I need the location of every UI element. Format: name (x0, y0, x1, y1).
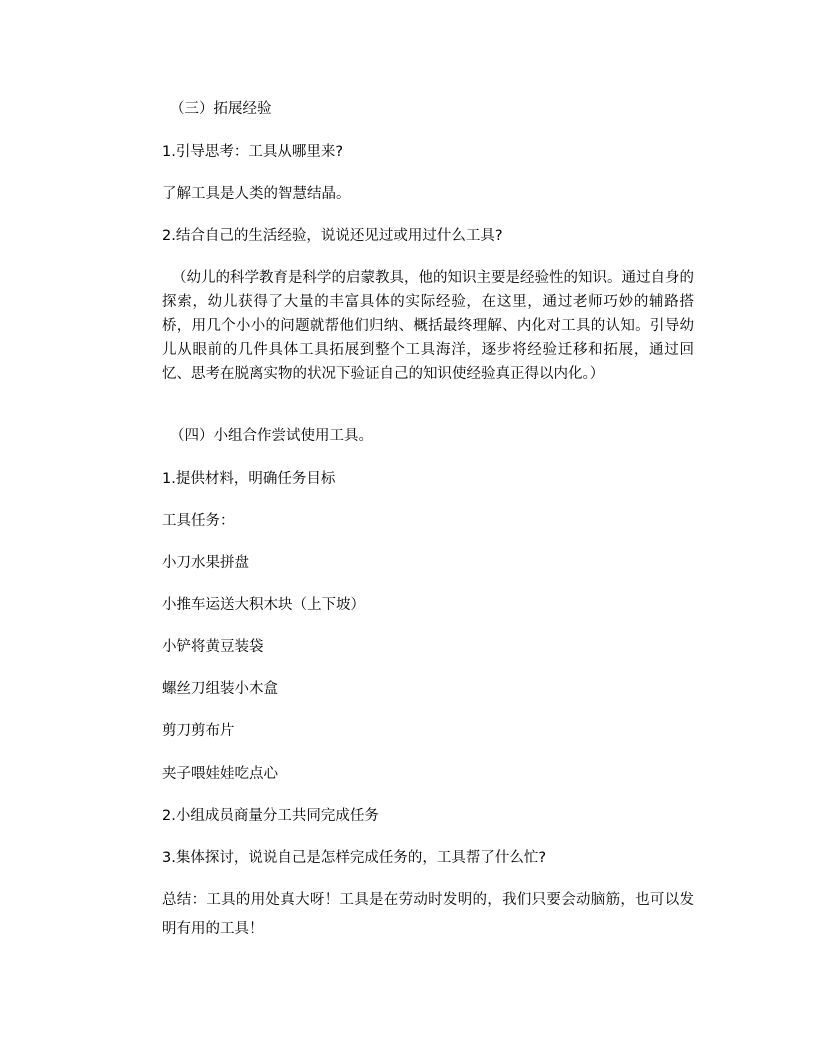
task-item: 小铲将黄豆装袋 (162, 639, 264, 655)
step-provide-materials: 1.提供材料，明确任务目标 (162, 471, 336, 487)
task-item: 小刀水果拼盘 (162, 555, 249, 571)
task-item: 剪刀剪布片 (162, 723, 235, 739)
step-group-discussion: 3.集体探讨，说说自己是怎样完成任务的，工具帮了什么忙? (162, 850, 547, 866)
task-item: 夹子喂娃娃吃点心 (162, 766, 278, 782)
task-item: 小推车运送大积木块（上下坡） (162, 597, 365, 613)
step-group-division: 2.小组成员商量分工共同完成任务 (162, 808, 379, 824)
section-heading-group-cooperation: （四）小组合作尝试使用工具。 (170, 428, 373, 444)
task-item: 螺丝刀组装小木盒 (162, 681, 278, 697)
tasks-label: 工具任务： (162, 513, 235, 529)
teaching-commentary: （幼儿的科学教育是科学的启蒙教具，他的知识主要是经验性的知识。通过自身的探索，幼儿获得了大量的丰富具体的实际经验，在这里，通过老师巧妙的辅路搭桥，用几个小小的问题就帮他们归纳、概括最终理解、内化对工具的认知。引导幼儿从眼前的几件具体工具拓展到整个工具海洋，逐步将经验迁移和拓展，通过回忆、思考在脱离实物的状况下验证自己的知识使经验真正得以内化。） (162, 270, 694, 382)
answer-wisdom: 了解工具是人类的智慧结晶。 (162, 186, 351, 202)
guided-question-origin: 1.引导思考：工具从哪里来? (162, 144, 344, 160)
section-heading-expand-experience: （三）拓展经验 (170, 101, 272, 117)
guided-question-experience: 2.结合自己的生活经验，说说还见过或用过什么工具? (162, 228, 503, 244)
summary-paragraph: 总结：工具的用处真大呀！工具是在劳动时发明的，我们只要会动脑筋，也可以发明有用的工具！ (162, 892, 694, 937)
